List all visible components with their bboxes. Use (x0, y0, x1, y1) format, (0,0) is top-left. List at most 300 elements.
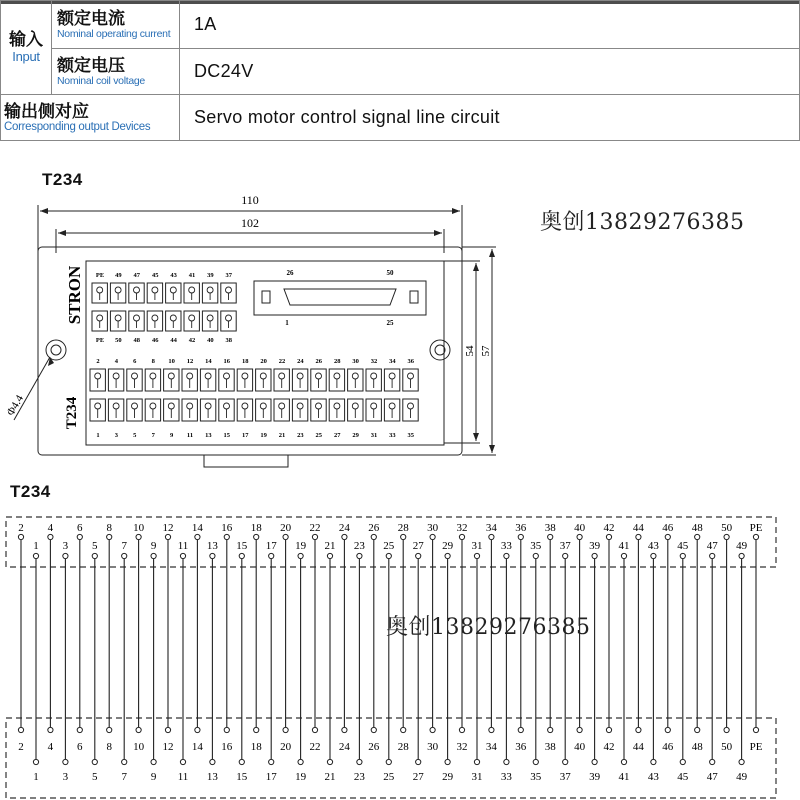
terminal-node-icon (533, 759, 538, 764)
terminal-screw-icon (170, 315, 176, 321)
terminal-node-icon (210, 553, 215, 558)
terminal-node-icon (386, 553, 391, 558)
terminal-node-icon (239, 553, 244, 558)
upper-top-pin-label: 43 (170, 272, 177, 279)
lower-bottom-pin-label: 9 (169, 432, 174, 439)
terminal-screw-icon (132, 373, 138, 379)
terminal-screw-icon (260, 373, 266, 379)
terminal-node-icon (342, 534, 347, 539)
lower-top-pin-label: 28 (333, 358, 341, 365)
lower-bottom-pin-label: 19 (260, 432, 267, 439)
bottom-even-pin-label: 18 (250, 741, 262, 753)
top-odd-pin-label: 21 (324, 540, 336, 552)
bottom-odd-pin-label: 21 (324, 771, 336, 783)
upper-bottom-pin-label: PE (95, 337, 105, 344)
lower-bottom-pin-label: 33 (389, 432, 396, 439)
terminal-node-icon (298, 553, 303, 558)
bottom-even-pin-label: 20 (280, 741, 292, 753)
connector-label-26: 26 (286, 269, 294, 277)
top-odd-pin-label: 39 (589, 540, 601, 552)
bottom-even-pin-label: 22 (309, 741, 321, 753)
terminal-node-icon (371, 534, 376, 539)
lower-bottom-pin-label: 7 (151, 432, 155, 439)
upper-terminal-row-top (92, 283, 236, 303)
lower-top-pin-label: 2 (96, 358, 100, 365)
connector-label-1: 1 (285, 319, 289, 327)
d-sub-connector-face (284, 289, 396, 305)
terminal-node-icon (518, 727, 523, 732)
bottom-odd-pin-label: 41 (618, 771, 630, 783)
bottom-odd-pin-label: 31 (471, 771, 483, 783)
terminal-node-icon (77, 534, 82, 539)
terminal-node-icon (695, 727, 700, 732)
top-even-pin-label: 18 (250, 522, 262, 534)
terminal-node-icon (63, 759, 68, 764)
lower-bottom-pin-label: 21 (278, 432, 286, 439)
terminal-node-icon (18, 727, 23, 732)
dim-57-label: 57 (480, 345, 492, 357)
terminal-node-icon (371, 727, 376, 732)
top-odd-pin-label: 43 (647, 540, 659, 552)
connector-label-50: 50 (386, 269, 394, 277)
lower-top-pin-label: 10 (168, 358, 175, 365)
terminal-node-icon (445, 553, 450, 558)
terminal-node-icon (63, 553, 68, 558)
upper-top-pin-label: 37 (225, 272, 233, 279)
top-even-pin-label: 28 (397, 522, 409, 534)
lower-bottom-pin-label: 3 (114, 432, 119, 439)
top-even-pin-label: 12 (162, 522, 174, 534)
lower-top-pin-label: 6 (133, 358, 137, 365)
upper-top-pin-label: PE (95, 272, 105, 279)
terminal-screw-icon (150, 403, 156, 409)
top-odd-pin-label: 41 (618, 540, 630, 552)
voltage-value: DC24V (180, 49, 800, 95)
top-even-pin-label: 48 (691, 522, 703, 534)
current-label-cell (52, 1, 180, 49)
top-odd-pin-label: 9 (150, 540, 157, 552)
terminal-node-icon (386, 759, 391, 764)
bottom-odd-pin-label: 17 (265, 771, 277, 783)
terminal-screw-icon (113, 403, 119, 409)
upper-bottom-pin-label: 40 (207, 337, 214, 344)
terminal-node-icon (269, 553, 274, 558)
terminal-node-icon (151, 759, 156, 764)
lower-bottom-pin-label: 23 (297, 432, 304, 439)
terminal-node-icon (606, 534, 611, 539)
terminal-node-icon (254, 727, 259, 732)
terminal-node-icon (151, 553, 156, 558)
bottom-odd-pin-label: 43 (647, 771, 659, 783)
terminal-screw-icon (152, 315, 158, 321)
terminal-node-icon (18, 534, 23, 539)
terminal-node-icon (724, 534, 729, 539)
terminal-screw-icon (224, 373, 230, 379)
top-even-pin-label: 24 (338, 522, 350, 534)
terminal-screw-icon (95, 373, 101, 379)
terminal-screw-icon (224, 403, 230, 409)
terminal-node-icon (107, 727, 112, 732)
upper-top-pin-label: 39 (207, 272, 214, 279)
terminal-screw-icon (95, 403, 101, 409)
lower-top-pin-label: 34 (389, 358, 396, 365)
lower-bottom-pin-label: 11 (186, 432, 194, 439)
bottom-odd-pin-label: 33 (500, 771, 512, 783)
terminal-node-icon (165, 534, 170, 539)
top-even-pin-label: 4 (47, 522, 54, 534)
bottom-even-pin-label: 6 (77, 741, 83, 753)
terminal-node-icon (504, 759, 509, 764)
input-cn-label: 输入 (9, 30, 43, 50)
terminal-screw-icon (316, 373, 322, 379)
top-even-pin-label: 46 (662, 522, 674, 534)
current-value: 1A (180, 1, 800, 49)
terminal-node-icon (680, 553, 685, 558)
output-en-label: Corresponding output Devices (4, 120, 151, 133)
bottom-even-pin-label: 38 (544, 741, 556, 753)
lower-bottom-pin-label: 35 (407, 432, 415, 439)
top-even-pin-label: 2 (18, 522, 24, 534)
bottom-odd-pin-label: 15 (236, 771, 248, 783)
watermark-middle: 奥创13829276385 (386, 615, 591, 640)
lower-bottom-pin-label: 5 (133, 432, 137, 439)
terminal-node-icon (753, 534, 758, 539)
terminal-screw-icon (389, 373, 395, 379)
dim-102-label: 102 (241, 216, 259, 230)
terminal-node-icon (680, 759, 685, 764)
terminal-screw-icon (207, 315, 213, 321)
terminal-node-icon (474, 553, 479, 558)
terminal-node-icon (92, 553, 97, 558)
lower-bottom-pin-label: 25 (315, 432, 323, 439)
top-odd-pin-label: 35 (530, 540, 542, 552)
top-even-pin-label: 44 (632, 522, 644, 534)
terminal-node-icon (283, 727, 288, 732)
terminal-node-icon (621, 759, 626, 764)
lower-top-pin-label: 24 (297, 358, 304, 365)
bottom-odd-pin-label: 35 (530, 771, 542, 783)
terminal-node-icon (33, 553, 38, 558)
terminal-node-icon (577, 727, 582, 732)
bottom-odd-pin-label: 5 (92, 771, 98, 783)
terminal-node-icon (298, 759, 303, 764)
terminal-node-icon (48, 534, 53, 539)
terminal-node-icon (269, 759, 274, 764)
top-odd-pin-label: 49 (736, 540, 748, 552)
terminal-screw-icon (297, 403, 303, 409)
terminal-node-icon (665, 727, 670, 732)
voltage-label-cell (52, 49, 180, 95)
bottom-odd-pin-label: 23 (353, 771, 365, 783)
terminal-screw-icon (316, 403, 322, 409)
top-odd-pin-label: 47 (706, 540, 718, 552)
terminal-screw-icon (150, 373, 156, 379)
bottom-even-pin-label: 34 (485, 741, 497, 753)
top-even-pin-label: 8 (106, 522, 112, 534)
dim-54-label: 54 (464, 345, 476, 357)
bottom-even-pin-label: 16 (221, 741, 233, 753)
upper-top-pin-label: 47 (133, 272, 141, 279)
terminal-node-icon (136, 534, 141, 539)
terminal-screw-icon (207, 287, 213, 293)
right-mount-hole (430, 340, 450, 360)
terminal-node-icon (651, 759, 656, 764)
terminal-node-icon (357, 759, 362, 764)
top-odd-pin-label: 37 (559, 540, 571, 552)
upper-bottom-pin-label: 42 (188, 337, 196, 344)
top-odd-pin-label: 5 (92, 540, 98, 552)
bottom-odd-pin-label: 27 (412, 771, 424, 783)
terminal-node-icon (548, 727, 553, 732)
bottom-even-pin-label: 8 (106, 741, 112, 753)
terminal-screw-icon (168, 373, 174, 379)
top-odd-pin-label: 25 (383, 540, 395, 552)
voltage-cn-label: 额定电压 (57, 55, 125, 76)
upper-bottom-pin-label: 50 (115, 337, 122, 344)
terminal-screw-icon (242, 373, 248, 379)
top-odd-pin-label: 27 (412, 540, 424, 552)
terminal-node-icon (312, 727, 317, 732)
bottom-terminal-block (6, 718, 776, 798)
terminal-node-icon (195, 534, 200, 539)
lower-top-pin-label: 8 (151, 358, 155, 365)
terminal-screw-icon (334, 403, 340, 409)
terminal-screw-icon (205, 403, 211, 409)
terminal-screw-icon (187, 403, 193, 409)
lower-top-pin-label: 36 (407, 358, 415, 365)
lower-top-pin-label: 26 (315, 358, 323, 365)
output-label-cell (1, 95, 180, 141)
terminal-node-icon (224, 534, 229, 539)
terminal-node-icon (577, 534, 582, 539)
terminal-screw-icon (352, 373, 358, 379)
terminal-screw-icon (279, 403, 285, 409)
connector-left-latch (262, 291, 270, 303)
bottom-odd-pin-label: 25 (383, 771, 395, 783)
top-odd-pin-label: 7 (121, 540, 127, 552)
lower-bottom-pin-label: 31 (370, 432, 378, 439)
terminal-screw-icon (134, 315, 140, 321)
din-clip (204, 455, 288, 467)
terminal-node-icon (77, 727, 82, 732)
terminal-node-icon (327, 553, 332, 558)
bottom-even-pin-label: 40 (574, 741, 586, 753)
terminal-node-icon (327, 759, 332, 764)
lower-top-pin-label: 14 (205, 358, 212, 365)
terminal-node-icon (533, 553, 538, 558)
lower-top-pin-label: 32 (370, 358, 378, 365)
terminal-screw-icon (226, 315, 232, 321)
upper-bottom-pin-label: 48 (133, 337, 141, 344)
dim-110-label: 110 (241, 193, 259, 207)
top-even-pin-label: 30 (427, 522, 439, 534)
upper-top-pin-label: 45 (151, 272, 159, 279)
terminal-node-icon (518, 534, 523, 539)
terminal-screw-icon (371, 403, 377, 409)
bottom-even-pin-label: 44 (632, 741, 644, 753)
bottom-odd-pin-label: 3 (62, 771, 69, 783)
bottom-even-pin-label: 50 (721, 741, 733, 753)
terminal-screw-icon (189, 315, 195, 321)
top-even-pin-label: 42 (603, 522, 615, 534)
terminal-node-icon (122, 553, 127, 558)
lower-bottom-pin-label: 27 (333, 432, 341, 439)
terminal-screw-icon (226, 287, 232, 293)
terminal-node-icon (592, 553, 597, 558)
terminal-node-icon (563, 759, 568, 764)
terminal-node-icon (710, 553, 715, 558)
top-odd-pin-label: 15 (236, 540, 248, 552)
upper-top-pin-label: 41 (188, 272, 196, 279)
bottom-even-pin-label: 24 (338, 741, 350, 753)
lower-top-pin-label: 12 (186, 358, 194, 365)
terminal-node-icon (312, 534, 317, 539)
terminal-node-icon (753, 727, 758, 732)
terminal-node-icon (445, 759, 450, 764)
lower-top-pin-label: 20 (260, 358, 267, 365)
top-odd-pin-label: 29 (442, 540, 454, 552)
top-even-pin-label: 6 (77, 522, 83, 534)
terminal-node-icon (224, 727, 229, 732)
terminal-screw-icon (168, 403, 174, 409)
bottom-even-pin-label: 46 (662, 741, 674, 753)
terminal-screw-icon (132, 403, 138, 409)
terminal-node-icon (592, 759, 597, 764)
terminal-node-icon (651, 553, 656, 558)
top-even-pin-label: 34 (485, 522, 497, 534)
terminal-node-icon (33, 759, 38, 764)
terminal-node-icon (606, 727, 611, 732)
terminal-node-icon (563, 553, 568, 558)
current-en-label: Nominal operating current (57, 27, 171, 40)
terminal-node-icon (239, 759, 244, 764)
terminal-node-icon (489, 534, 494, 539)
terminal-node-icon (416, 553, 421, 558)
lower-top-pin-label: 18 (241, 358, 249, 365)
upper-bottom-pin-label: 46 (151, 337, 159, 344)
terminal-node-icon (195, 727, 200, 732)
terminal-node-icon (430, 534, 435, 539)
bottom-odd-pin-label: 29 (442, 771, 454, 783)
upper-bottom-pin-label: 44 (170, 337, 177, 344)
top-even-pin-label: 20 (280, 522, 292, 534)
terminal-node-icon (739, 553, 744, 558)
output-value: Servo motor control signal line circuit (180, 95, 800, 141)
hole-dim-label: Φ4.4 (4, 393, 27, 418)
current-cn-label: 额定电流 (57, 8, 125, 29)
bottom-even-pin-label: 42 (603, 741, 615, 753)
terminal-screw-icon (371, 373, 377, 379)
terminal-node-icon (254, 534, 259, 539)
terminal-screw-icon (97, 287, 103, 293)
terminal-node-icon (665, 534, 670, 539)
terminal-node-icon (92, 759, 97, 764)
terminal-node-icon (739, 759, 744, 764)
top-even-pin-label: 38 (544, 522, 556, 534)
bottom-even-pin-label: PE (749, 741, 763, 753)
terminal-node-icon (180, 553, 185, 558)
lower-top-pin-label: 22 (278, 358, 286, 365)
terminal-node-icon (416, 759, 421, 764)
top-odd-pin-label: 17 (265, 540, 277, 552)
bottom-even-pin-label: 14 (191, 741, 203, 753)
lower-top-pin-label: 4 (114, 358, 119, 365)
terminal-node-icon (210, 759, 215, 764)
brand-label: STRON (65, 265, 84, 325)
top-odd-pin-label: 45 (677, 540, 689, 552)
input-en-label: Input (12, 49, 40, 64)
terminal-node-icon (724, 727, 729, 732)
terminal-screw-icon (352, 403, 358, 409)
terminal-node-icon (548, 534, 553, 539)
lower-terminal-row-top (90, 369, 418, 391)
left-mount-hole-inner (51, 345, 61, 355)
lower-bottom-pin-label: 17 (241, 432, 249, 439)
terminal-node-icon (107, 534, 112, 539)
output-cn-label: 输出侧对应 (4, 101, 89, 122)
drawing-title: T234 (42, 170, 83, 189)
top-even-pin-label: 32 (456, 522, 468, 534)
terminal-node-icon (430, 727, 435, 732)
terminal-node-icon (342, 727, 347, 732)
terminal-node-icon (401, 534, 406, 539)
bottom-odd-pin-label: 11 (177, 771, 189, 783)
top-even-pin-label: 36 (515, 522, 527, 534)
bottom-even-pin-label: 12 (162, 741, 174, 753)
terminal-screw-icon (408, 403, 414, 409)
top-even-pin-label: 14 (191, 522, 203, 534)
terminal-screw-icon (389, 403, 395, 409)
terminal-screw-icon (152, 287, 158, 293)
connector-right-latch (410, 291, 418, 303)
input-header-cell (1, 1, 52, 95)
top-odd-pin-label: 1 (33, 540, 39, 552)
bottom-even-pin-label: 28 (397, 741, 409, 753)
bottom-even-pin-label: 4 (47, 741, 54, 753)
d-sub-connector-shell (254, 281, 426, 315)
bottom-odd-pin-label: 13 (206, 771, 218, 783)
bottom-odd-pin-label: 45 (677, 771, 689, 783)
top-even-pin-label: PE (749, 522, 763, 534)
terminal-node-icon (459, 534, 464, 539)
lower-terminal-row-bottom (90, 399, 418, 421)
bottom-odd-pin-label: 19 (295, 771, 307, 783)
terminal-screw-icon (97, 315, 103, 321)
terminal-screw-icon (115, 315, 121, 321)
terminal-screw-icon (279, 373, 285, 379)
upper-terminal-row-bottom (92, 311, 236, 331)
terminal-node-icon (136, 727, 141, 732)
terminal-screw-icon (297, 373, 303, 379)
bottom-odd-pin-label: 7 (121, 771, 127, 783)
voltage-en-label: Nominal coil voltage (57, 74, 145, 87)
top-even-pin-label: 16 (221, 522, 233, 534)
left-mount-hole (46, 340, 66, 360)
terminal-screw-icon (189, 287, 195, 293)
top-even-pin-label: 10 (133, 522, 145, 534)
terminal-node-icon (357, 553, 362, 558)
terminal-node-icon (489, 727, 494, 732)
bottom-even-pin-label: 48 (691, 741, 703, 753)
bottom-odd-pin-label: 37 (559, 771, 571, 783)
terminal-screw-icon (205, 373, 211, 379)
top-odd-pin-label: 31 (471, 540, 483, 552)
connector-label-25: 25 (386, 319, 394, 327)
bottom-odd-pin-label: 47 (706, 771, 718, 783)
terminal-node-icon (636, 727, 641, 732)
terminal-screw-icon (242, 403, 248, 409)
bottom-even-pin-label: 26 (368, 741, 380, 753)
